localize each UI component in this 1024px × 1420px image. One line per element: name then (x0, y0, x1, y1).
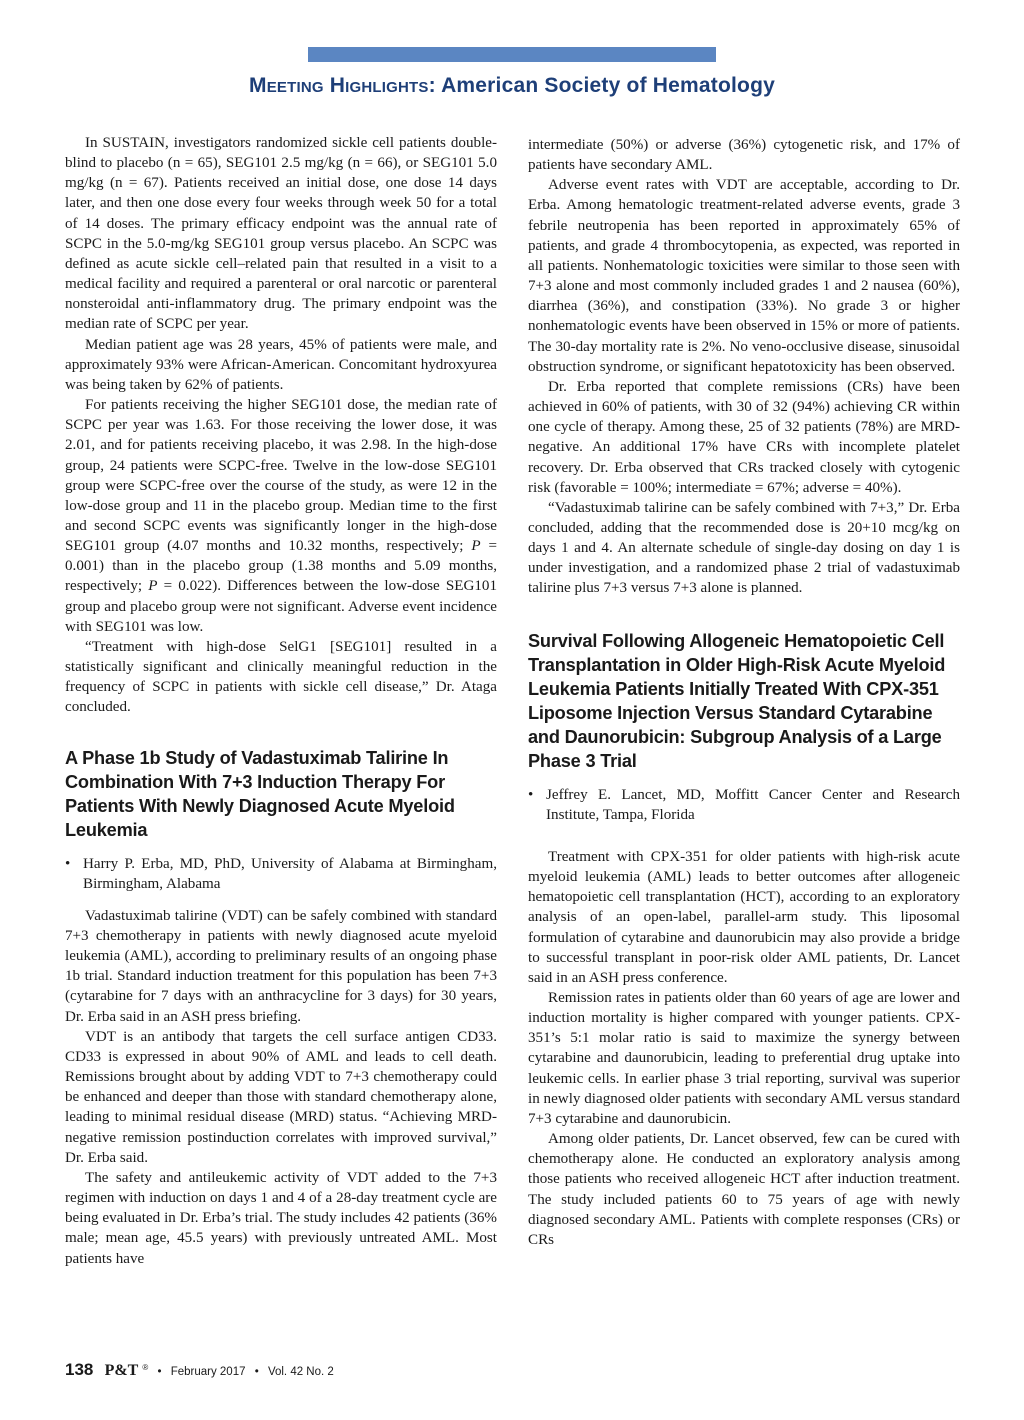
paragraph: VDT is an antibody that targets the cell surface antigen CD33. CD33 is expressed in about 90% of AML and leads to cell death. Remissions brought about by adding VDT to 7+3 chemotherapy could be enhanced and deeper than those with standard chemotherapy alone, leading to minimal residual disease (MRD) status. “Achieving MRD-negative remission postinduction correlates with improved survival,” Dr. Erba said. (65, 1028, 497, 1166)
text-run: = 0.022). Differences between the low-dose SEG101 group and placebo group were not significant. Adverse event incidence with SEG101 was low. (65, 578, 497, 635)
paragraph: Median patient age was 28 years, 45% of patients were male, and approximately 93% were African-American. Concomitant hydroxyurea was being taken by 62% of patients. (65, 336, 497, 393)
paragraph: The safety and antileukemic activity of VDT added to the 7+3 regimen with induction on days 1 and 4 of a 28-day treatment cycle are being evaluated in Dr. Erba’s trial. The study includes 42 patients (36% male; mean age, 45.5 years) with previously untreated AML. Most patients have (65, 1169, 497, 1267)
right-column (528, 135, 960, 1250)
separator-dot: • (254, 1366, 259, 1378)
issue-volume: Vol. 42 No. 2 (267, 1366, 334, 1378)
page-header (0, 74, 1024, 98)
paragraph: “Vadastuximab talirine can be safely combined with 7+3,” Dr. Erba concluded, adding that the recommended dose is 20+10 mcg/kg on days 1 and 4. An alternate schedule of single-day dosing on day 1 is under investigation, and a randomized phase 2 trial of vadastuximab talirine plus 7+3 versus 7+3 alone is planned. (528, 499, 960, 597)
author-text: Harry P. Erba, MD, PhD, University of Alabama at Birmingham, Birmingham, Alabama (83, 855, 497, 892)
journal-name: P&T (104, 1362, 139, 1379)
header-title: American Society of Hematology (441, 74, 775, 97)
bullet-icon: • (528, 786, 534, 803)
paragraph: Adverse event rates with VDT are acceptable, according to Dr. Erba. Among hematologic treatment-related adverse events, grade 3 febrile neutropenia has been reported in approximately 65% of patients, and grade 4 thrombocytopenia, as expected, was reported in all patients. Nonhematologic toxicities were similar to those seen with 7+3 alone and most commonly included grades 1 and 2 nausea (60%), diarrhea (36%), and constipation (33%). No grade 3 or higher nonhematologic events have been observed in 15% or more of patients. The 30-day mortality rate is 2%. No veno-occlusive disease, sinusoidal obstruction syndrome, or significant hepatotoxicity has been observed. (528, 177, 960, 375)
section-heading: Survival Following Allogeneic Hematopoietic Cell Transplantation in Older High-Risk Acute Myeloid Leukemia Patients Initially Treated With CPX-351 Liposome Injection Versus Standard Cytarabine and Daunorubicin: Subgroup Analysis of a Large Phase 3 Trial (528, 630, 946, 771)
paragraph: Dr. Erba reported that complete remissions (CRs) have been achieved in 60% of patients, with 30 of 32 (94%) achieving CR within one cycle of therapy. Among these, 25 of 32 patients (78%) are MRD-negative. An additional 17% have CRs with incomplete platelet recovery. Dr. Erba observed that CRs tracked closely with cytogenic risk (favorable = 100%; intermediate = 67%; adverse = 40%). (528, 378, 960, 496)
issue-date: February 2017 (170, 1366, 246, 1378)
author-byline (528, 785, 960, 825)
page-footer (65, 1360, 334, 1380)
text-run: For patients receiving the higher SEG101 dose, the median rate of SCPC per year was 1.63. For those receiving the lower dose, it was 2.01, and for patients receiving placebo, it was 2.98. In the high-dose group, 24 patients were SCPC-free. Twelve in the low-dose SEG101 group were SCPC-free over the course of the study, as were 12 in the low-dose group and 11 in the placebo group. Median time to the first and second SCPC events was significantly longer in the high-dose SEG101 group (4.07 months and 10.32 months, respectively; (65, 397, 497, 555)
author-byline (65, 854, 497, 894)
registered-mark: ® (142, 1363, 149, 1373)
bullet-icon: • (65, 855, 71, 872)
paragraph: “Treatment with high-dose SelG1 [SEG101] resulted in a statistically significant and clinically meaningful reduction in the frequency of SCPC in patients with sickle cell disease,” Dr. Ataga concluded. (65, 638, 497, 716)
left-column (65, 133, 497, 1269)
paragraph: Among older patients, Dr. Lancet observed, few can be cured with chemotherapy alone. He conducted an exploratory analysis among those patients who received allogeneic HCT after induction treatment. The study included patients 60 to 75 years of age with newly diagnosed secondary AML. Patients with complete responses (CRs) or CRs (528, 1131, 960, 1248)
paragraph: Vadastuximab talirine (VDT) can be safely combined with standard 7+3 chemotherapy in patients with newly diagnosed acute myeloid leukemia (AML), according to preliminary results of an ongoing phase 1b trial. Standard induction treatment for this population has been 7+3 (cytarabine for 7 days with an anthracycline for 3 days) for 30 years, Dr. Erba said in an ASH press briefing. (65, 907, 497, 1025)
p-value-symbol: P (148, 578, 158, 595)
separator-dot: • (157, 1366, 162, 1378)
text-run: = 0.001) than in the placebo group (1.38 months and 5.09 months, respectively; (65, 538, 497, 595)
page-number: 138 (65, 1360, 94, 1379)
header-section-label: Meeting Highlights: (249, 74, 436, 97)
author-text: Jeffrey E. Lancet, MD, Moffitt Cancer Center and Research Institute, Tampa, Florida (546, 786, 960, 823)
paragraph: Remission rates in patients older than 60 years of age are lower and induction mortality is higher compared with younger patients. CPX-351’s 5:1 molar ratio is said to maximize the synergy between cytarabine and daunorubicin, leading to preferential drug uptake into leukemic cells. In earlier phase 3 trial reporting, survival was superior in newly diagnosed older patients with secondary AML versus standard 7+3 cytarabine and daunorubicin. (528, 990, 960, 1127)
header-color-bar (308, 47, 716, 62)
section-heading: A Phase 1b Study of Vadastuximab Talirine In Combination With 7+3 Induction Therapy For Patients With Newly Diagnosed Acute Myeloid Leukemia (65, 747, 455, 840)
p-value-symbol: P (471, 538, 481, 555)
paragraph: In SUSTAIN, investigators randomized sickle cell patients double-blind to placebo (n = 65), SEG101 2.5 mg/kg (n = 66), or SEG101 5.0 mg/kg (n = 67). Patients received an initial dose, one dose 14 days later, and then one dose every four weeks through week 50 for a total of 14 doses. The primary efficacy endpoint was the annual rate of SCPC in the 5.0-mg/kg SEG101 group versus placebo. An SCPC was defined as acute sickle cell–related pain that resulted in a visit to a medical facility and required a parenteral or oral narcotic or parenteral nonsteroidal anti-inflammatory drug. The primary endpoint was the median rate of SCPC per year. (65, 135, 497, 333)
paragraph: intermediate (50%) or adverse (36%) cytogenetic risk, and 17% of patients have secondary AML. (528, 137, 960, 174)
paragraph: Treatment with CPX-351 for older patients with high-risk acute myeloid leukemia (AML) leads to better outcomes after allogeneic hematopoietic cell transplantation (HCT), according to an exploratory analysis of an open-label, parallel-arm study. This liposomal formulation of cytarabine and daunorubicin may also provide a bridge to successful transplant in poor-risk older AML patients, Dr. Lancet said in an ASH press conference. (528, 848, 960, 986)
paragraph (65, 395, 497, 637)
